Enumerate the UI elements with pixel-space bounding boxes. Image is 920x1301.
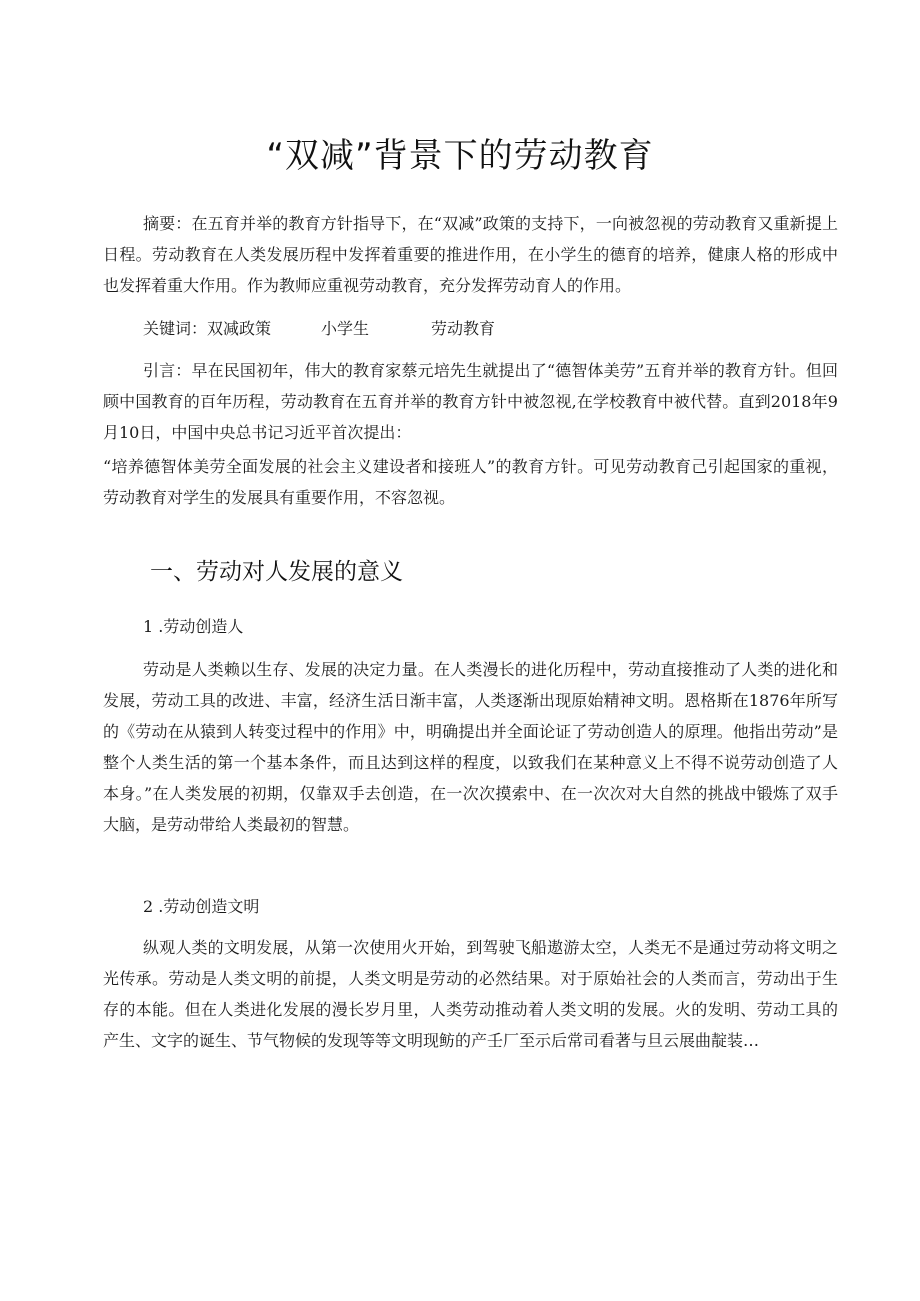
document-title: “双减”背景下的劳动教育 [266, 136, 654, 176]
introduction-paragraph-continued: “培养德智体美劳全面发展的社会主义建设者和接班人”的教育方针。可见劳动教育己引起国家的重视，劳动教育对学生的发展具有重要作用，不容忽视。 [103, 457, 838, 507]
subsection-body: 劳动是人类赖以生存、发展的决定力量。在人类漫长的进化历程中，劳动直接推动了人类的进化和发展，劳动工具的改进、丰富，经济生活日渐丰富，人类逐渐出现原始精神文明。恩格斯在1876年所写的《劳动在从猿到人转变过程中的作用》中，明确提出并全面论证了劳动创造人的原理。他指出劳动”是整个人类生活的第一个基本条件，而且达到这样的程度，以致我们在某种意义上不得不说劳动创造了人本身。”在人类发展的初期，仅靠双手去创造，在一次次摸索中、在一次次对大自然的挑战中锻炼了双手大脑，是劳动带给人类最初的智慧。 [103, 660, 838, 834]
subsection-heading: 2 .劳动创造文明 [143, 897, 260, 916]
section-heading: 一、劳动对人发展的意义 [150, 559, 403, 585]
keyword-term: 劳动教育 [431, 319, 496, 338]
introduction-paragraph: 引言：早在民国初年，伟大的教育家蔡元培先生就提出了“德智体美劳”五育并举的教育方针。但回顾中国教育的百年历程，劳动教育在五育并举的教育方针中被忽视,在学校教育中被代替。直到2018年9月10日，中国中央总书记习近平首次提出： [103, 361, 838, 442]
keywords-line [143, 316, 495, 342]
keyword-term: 双减政策 [207, 319, 272, 338]
subsection-heading: 1 .劳动创造人 [143, 617, 244, 636]
keyword-term: 小学生 [321, 319, 370, 338]
subsection-body: 纵观人类的文明发展，从第一次使用火开始，到驾驶飞船遨游太空，人类无不是通过劳动将文明之光传承。劳动是人类文明的前提，人类文明是劳动的必然结果。对于原始社会的人类而言，劳动出于生存的本能。但在人类进化发展的漫长岁月里，人类劳动推动着人类文明的发展。火的发明、劳动工具的产生、文字的诞生、节气物候的发现等等文明现鲂的产壬厂至示后常司看著与旦云展曲靛装… [103, 938, 838, 1050]
abstract-paragraph: 摘要：在五育并举的教育方针指导下，在“双减”政策的支持下，一向被忽视的劳动教育又重新提上日程。劳动教育在人类发展历程中发挥着重要的推进作用，在小学生的德育的培养，健康人格的形成中也发挥着重大作用。作为教师应重视劳动教育，充分发挥劳动育人的作用。 [103, 214, 838, 295]
keywords-label: 关键词： [143, 319, 208, 338]
